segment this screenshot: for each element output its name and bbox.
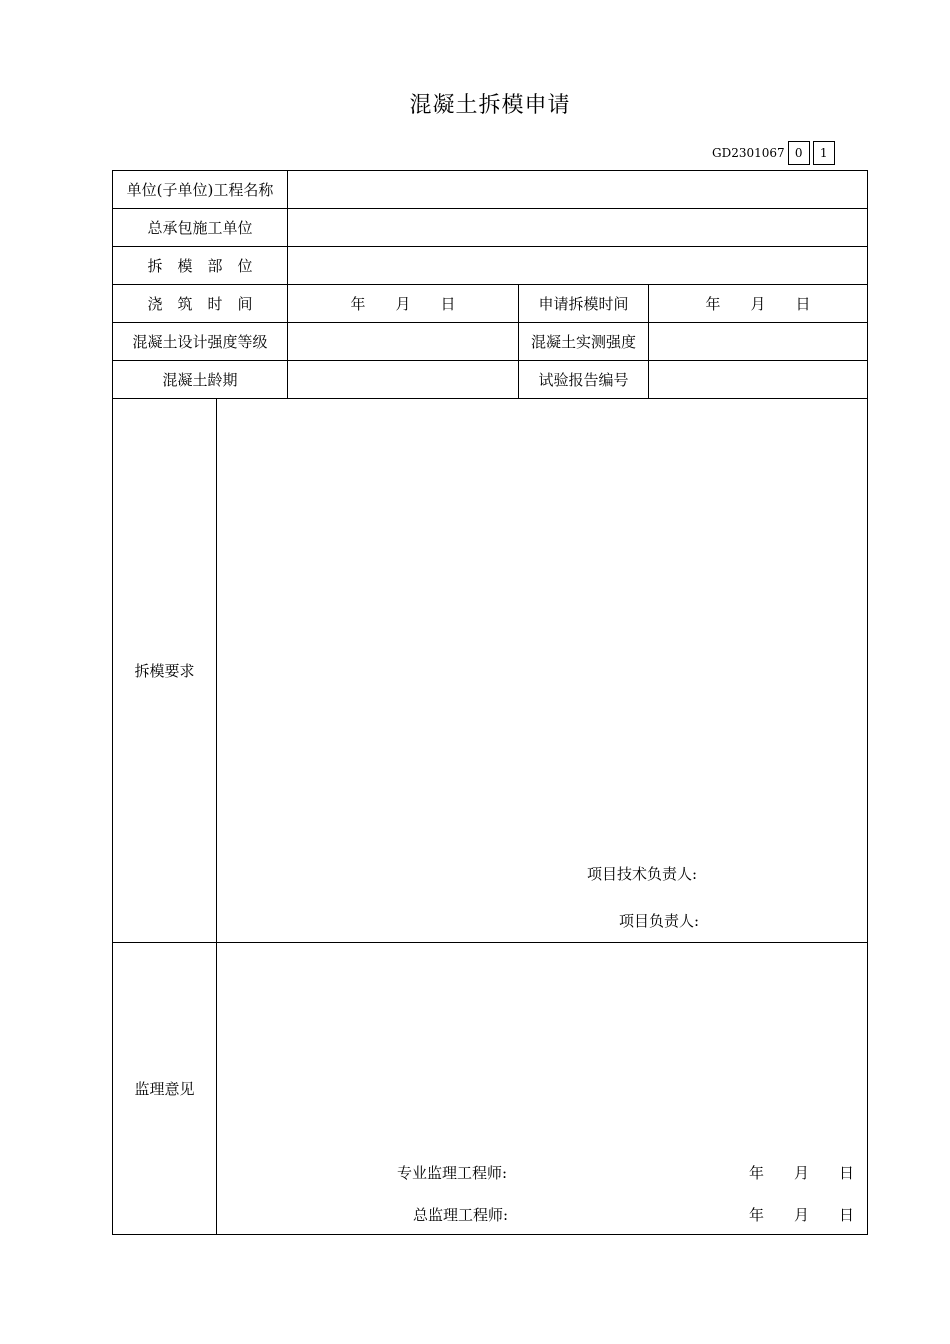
page-title: 混凝土拆模申请 [409, 93, 571, 118]
form-code [712, 141, 835, 165]
design-strength-field[interactable] [288, 323, 519, 361]
form-code-box-1[interactable]: 0 [788, 141, 810, 165]
concrete-age-label: 混凝土龄期 [113, 361, 288, 399]
general-contractor-label: 总承包施工单位 [113, 209, 288, 247]
pour-date-field[interactable]: 年 月 日 [288, 285, 519, 323]
specialist-date: 年 月 日 [749, 1164, 855, 1182]
chief-date: 年 月 日 [749, 1206, 855, 1224]
apply-date-field[interactable]: 年 月 日 [649, 285, 868, 323]
test-report-label: 试验报告编号 [519, 361, 649, 399]
form-code-prefix: GD2301067 [712, 146, 785, 160]
requirements-field[interactable] [217, 399, 868, 943]
supervision-field[interactable] [217, 943, 868, 1235]
measured-strength-label: 混凝土实测强度 [519, 323, 649, 361]
project-name-label: 单位(子单位)工程名称 [113, 171, 288, 209]
supervision-label: 监理意见 [113, 943, 217, 1235]
tech-lead-signature-label: 项目技术负责人: [587, 865, 698, 883]
specialist-engineer-label: 专业监理工程师: [397, 1164, 508, 1182]
general-contractor-field[interactable] [288, 209, 868, 247]
form-code-box-2[interactable]: 1 [813, 141, 835, 165]
concrete-age-field[interactable] [288, 361, 519, 399]
chief-engineer-label: 总监理工程师: [413, 1206, 509, 1224]
project-lead-signature-label: 项目负责人: [619, 912, 700, 930]
removal-location-label: 拆 模 部 位 [113, 247, 288, 285]
requirements-label: 拆模要求 [113, 399, 217, 943]
apply-time-label: 申请拆模时间 [519, 285, 649, 323]
removal-location-field[interactable] [288, 247, 868, 285]
test-report-field[interactable] [649, 361, 868, 399]
design-strength-label: 混凝土设计强度等级 [113, 323, 288, 361]
pour-time-label: 浇 筑 时 间 [113, 285, 288, 323]
application-table [112, 170, 868, 1235]
project-name-field[interactable] [288, 171, 868, 209]
measured-strength-field[interactable] [649, 323, 868, 361]
